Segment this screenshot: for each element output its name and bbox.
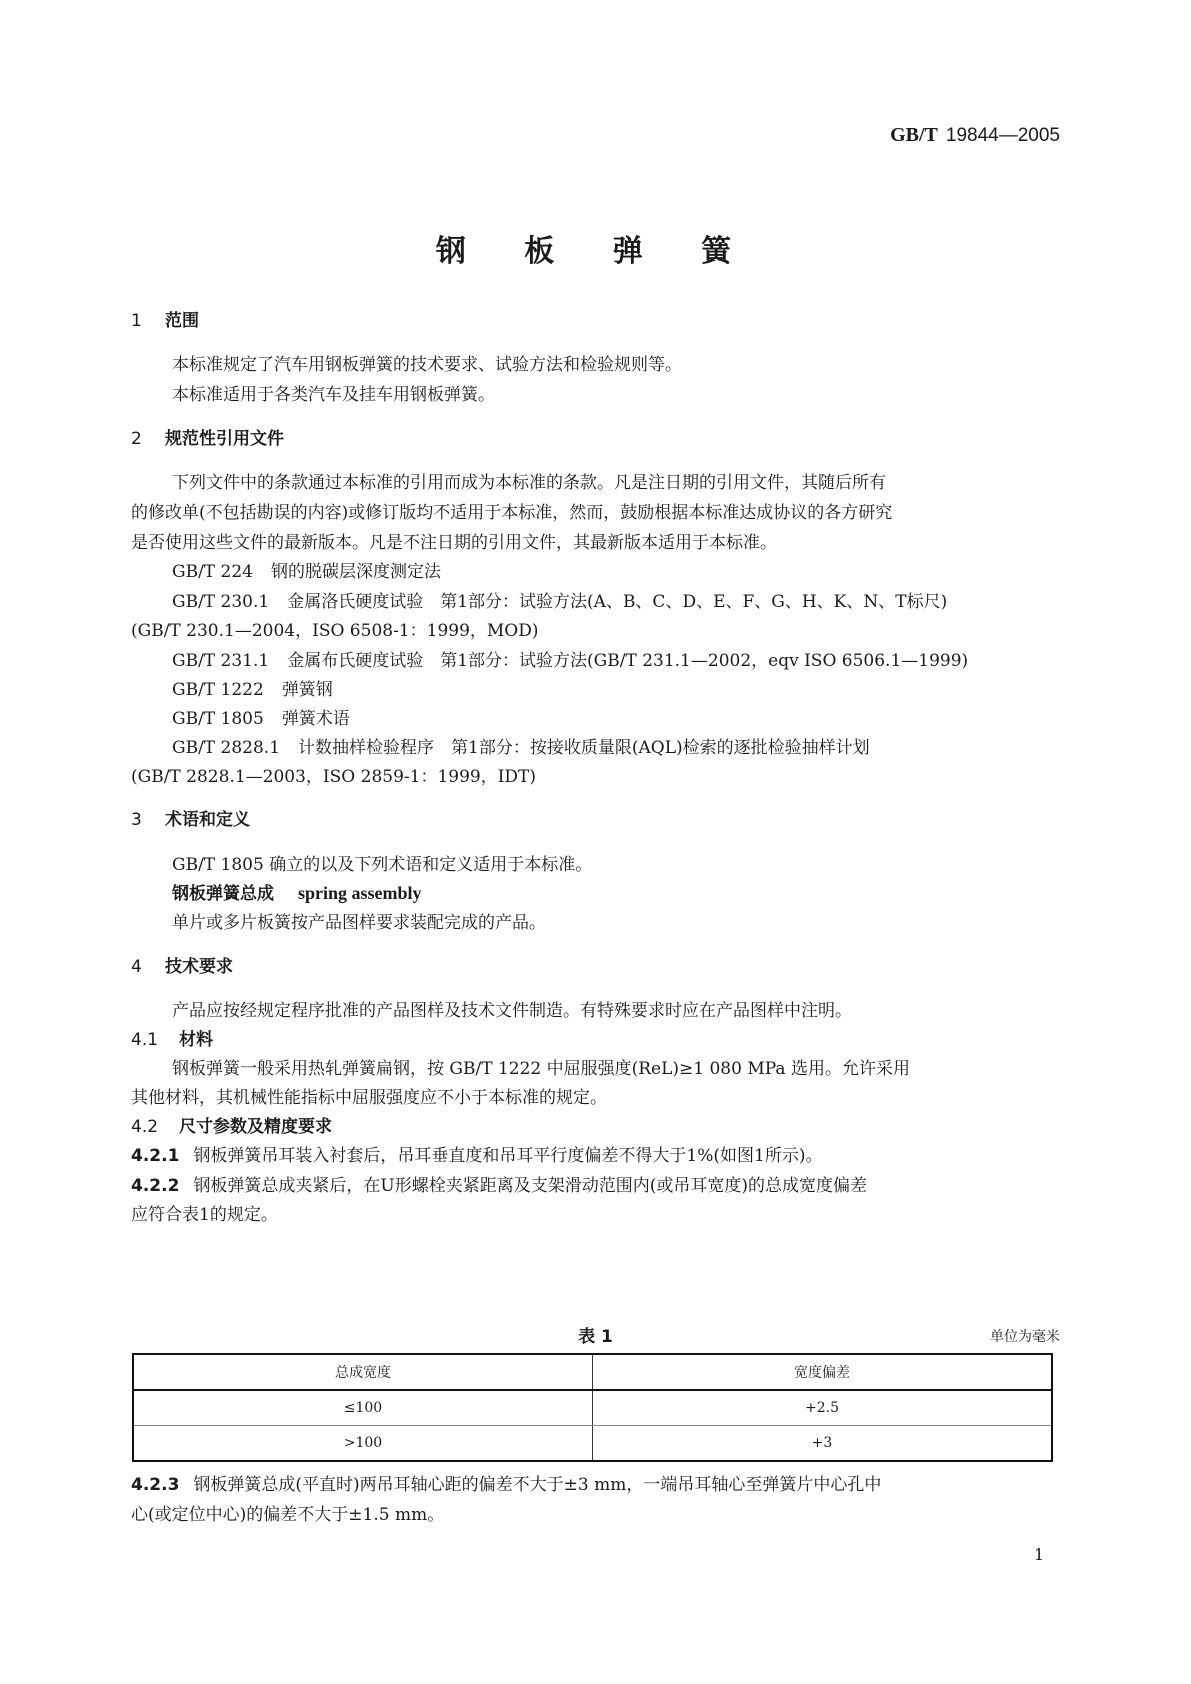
section-1-paragraph: 本标准适用于各类汽车及挂车用钢板弹簧。 — [172, 385, 495, 405]
clause-4-2-1: 4.2.1 钢板弹簧吊耳装入衬套后，吊耳垂直度和吊耳平行度偏差不得大于1%(如图1所示)。 — [131, 1146, 823, 1166]
section-4-intro: 产品应按经规定程序批准的产品图样及技术文件制造。有特殊要求时应在产品图样中注明。 — [172, 1001, 852, 1021]
table-header-cell: 宽度偏差 — [593, 1354, 1053, 1390]
section-4-2-heading: 4.2 尺寸参数及精度要求 — [131, 1117, 332, 1137]
section-4-heading: 4 技术要求 — [131, 957, 233, 977]
section-1-paragraph: 本标准规定了汽车用钢板弹簧的技术要求、试验方法和检验规则等。 — [172, 355, 682, 375]
reference-item-continuation: (GB/T 2828.1—2003，ISO 2859-1：1999，IDT) — [131, 767, 537, 787]
table-row — [133, 1426, 1052, 1462]
reference-item: GB/T 224 钢的脱碳层深度测定法 — [172, 562, 441, 582]
clause-4-2-3-continuation: 心(或定位中心)的偏差不大于±1.5 mm。 — [131, 1505, 445, 1525]
document-title: 钢 板 弹 簧 — [435, 234, 756, 269]
standard-code: 19844—2005 — [945, 125, 1060, 146]
clause-4-2-3: 4.2.3 钢板弹簧总成(平直时)两吊耳轴心距的偏差不大于±3 mm，一端吊耳轴心至弹簧片中心孔中 — [131, 1475, 882, 1495]
section-4-1-line: 其他材料，其机械性能指标中屈服强度应不小于本标准的规定。 — [131, 1088, 607, 1108]
reference-item: GB/T 1805 弹簧术语 — [172, 709, 350, 729]
table-cell: >100 — [133, 1426, 593, 1462]
page-number: 1 — [1034, 1545, 1045, 1564]
table-header-cell: 总成宽度 — [133, 1354, 593, 1390]
section-4-1-heading: 4.1 材料 — [131, 1030, 213, 1050]
term-english: spring assembly — [298, 883, 422, 903]
term-entry — [172, 879, 422, 904]
reference-item: GB/T 231.1 金属布氏硬度试验 第1部分：试验方法(GB/T 231.1—2002，eqv ISO 6506.1—1999) — [172, 651, 969, 671]
section-2-heading: 2 规范性引用文件 — [131, 429, 284, 449]
reference-item: GB/T 2828.1 计数抽样检验程序 第1部分：按接收质量限(AQL)检索的逐批检验抽样计划 — [172, 738, 870, 758]
table-cell: ≤100 — [133, 1390, 593, 1426]
section-2-intro-line: 的修改单(不包括勘误的内容)或修订版均不适用于本标准，然而，鼓励根据本标准达成协议的各方研究 — [131, 503, 893, 523]
standard-prefix: GB/T — [890, 124, 938, 146]
clause-4-2-2-continuation: 应符合表1的规定。 — [131, 1205, 278, 1225]
table-unit: 单位为毫米 — [990, 1329, 1060, 1345]
reference-item: GB/T 230.1 金属洛氏硬度试验 第1部分：试验方法(A、B、C、D、E、F、G、H、K、N、T标尺) — [172, 592, 948, 612]
standard-number — [890, 124, 1060, 147]
clause-4-2-2: 4.2.2 钢板弹簧总成夹紧后，在U形螺栓夹紧距离及支架滑动范围内(或吊耳宽度)的总成宽度偏差 — [131, 1176, 867, 1196]
table-cell: +3 — [593, 1426, 1053, 1462]
table-1 — [132, 1353, 1053, 1462]
table-row — [133, 1390, 1052, 1426]
reference-item: GB/T 1222 弹簧钢 — [172, 680, 333, 700]
section-2-intro-line: 下列文件中的条款通过本标准的引用而成为本标准的条款。凡是注日期的引用文件，其随后所有 — [172, 473, 886, 493]
term-chinese: 钢板弹簧总成 — [172, 884, 274, 904]
table-cell: +2.5 — [593, 1390, 1053, 1426]
reference-item-continuation: (GB/T 230.1—2004，ISO 6508-1：1999，MOD) — [131, 621, 539, 641]
section-3-heading: 3 术语和定义 — [131, 810, 250, 830]
section-3-intro: GB/T 1805 确立的以及下列术语和定义适用于本标准。 — [172, 855, 593, 875]
term-definition: 单片或多片板簧按产品图样要求装配完成的产品。 — [172, 913, 546, 933]
section-2-intro-line: 是否使用这些文件的最新版本。凡是不注日期的引用文件，其最新版本适用于本标准。 — [131, 533, 777, 553]
section-1-heading: 1 范围 — [131, 311, 199, 331]
table-header-row — [133, 1354, 1052, 1390]
section-4-1-line: 钢板弹簧一般采用热轧弹簧扁钢，按 GB/T 1222 中屈服强度(ReL)≥1 080 MPa 选用。允许采用 — [172, 1059, 910, 1079]
table-caption: 表 1 — [578, 1327, 613, 1347]
